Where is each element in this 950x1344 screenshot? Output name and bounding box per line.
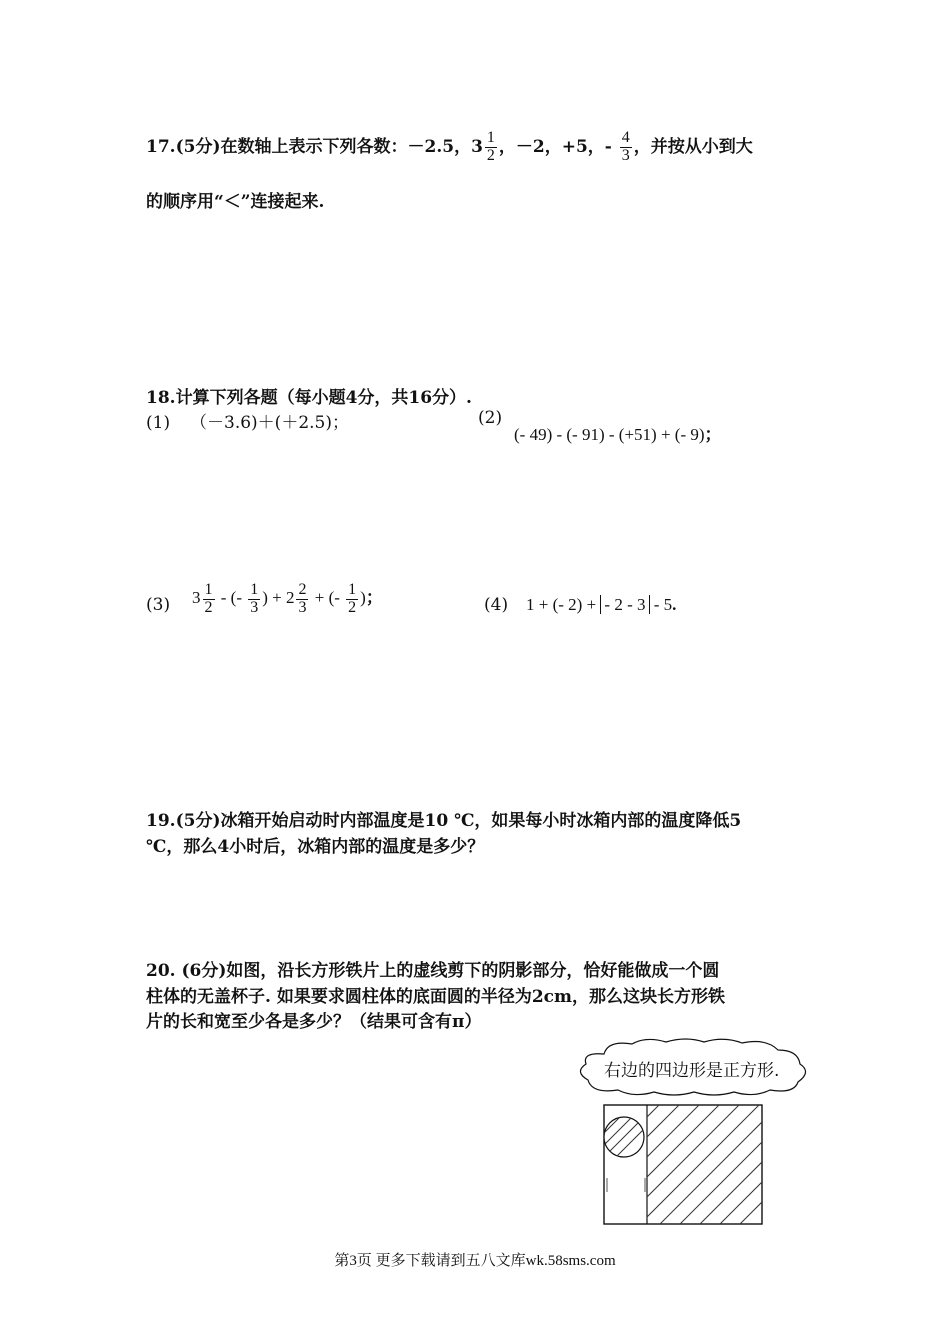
q18-p4-absolute-value: - 2 - 3: [600, 595, 649, 614]
q18-part2-label: (2): [478, 408, 503, 428]
q18-part1-label: (1): [146, 413, 171, 433]
q17-text-a: 17.(5分)在数轴上表示下列各数：－2.5，3: [146, 136, 483, 157]
q18-part1: [146, 408, 349, 433]
q18-part2-expr: (- 49) - (- 91) - (+51) + (- 9)；: [514, 425, 722, 445]
q18-p3-frac4: $\frac{1}{2}$: [348, 581, 357, 616]
page-footer: 第3页 更多下载请到五八文库wk.58sms.com: [334, 1253, 616, 1269]
q18-part3-label: (3): [146, 595, 171, 615]
q19-line2: ℃，那么4小时后，冰箱内部的温度是多少？: [146, 837, 485, 857]
q17-mixed-fraction: $\frac{1}{2}$: [486, 129, 495, 164]
q20-line2: 柱体的无盖杯子. 如果要求圆柱体的底面圆的半径为2cm，那么这块长方形铁: [146, 987, 726, 1007]
q18-part3-expr: 3 $\frac{1}{2}$ - (- $\frac{1}{3}$ ) + 2 $\frac{2}{3}$ + (- $\frac{1}{2}$ )；: [192, 581, 383, 616]
q18-p3-frac2: $\frac{1}{3}$: [250, 581, 259, 616]
q19-line1: 19.(5分)冰箱开始启动时内部温度是10 ℃，如果每小时冰箱内部的温度降低5: [146, 811, 742, 831]
q18-title: 18.计算下列各题（每小题4分，共16分）.: [146, 388, 472, 408]
q20-line3: 片的长和宽至少各是多少？（结果可含有π）: [146, 1012, 482, 1032]
rectangle-figure: [600, 1100, 768, 1230]
q17-text-b: ，－2，+5，-: [498, 136, 618, 157]
cloud-callout-text: 右边的四边形是正方形.: [604, 1061, 780, 1081]
q17-fraction: $\frac{4}{3}$: [621, 129, 630, 164]
q18-part4-expr: 1 + (- 2) + - 2 - 3 - 5.: [526, 595, 677, 614]
q18-part1-expr: （－3.6)＋(＋2.5)；: [190, 413, 349, 433]
q17-line2: 的顺序用“＜”连接起来.: [146, 192, 325, 212]
q17-line1: [146, 130, 753, 165]
q18-p3-frac1: $\frac{1}{2}$: [204, 581, 213, 616]
q17-text-c: ，并按从小到大: [633, 136, 753, 157]
q18-p3-frac3: $\frac{2}{3}$: [298, 581, 307, 616]
q20-line1: 20. (6分)如图，沿长方形铁片上的虚线剪下的阴影部分，恰好能做成一个圆: [146, 961, 720, 981]
q18-part4-label: (4): [484, 595, 509, 615]
